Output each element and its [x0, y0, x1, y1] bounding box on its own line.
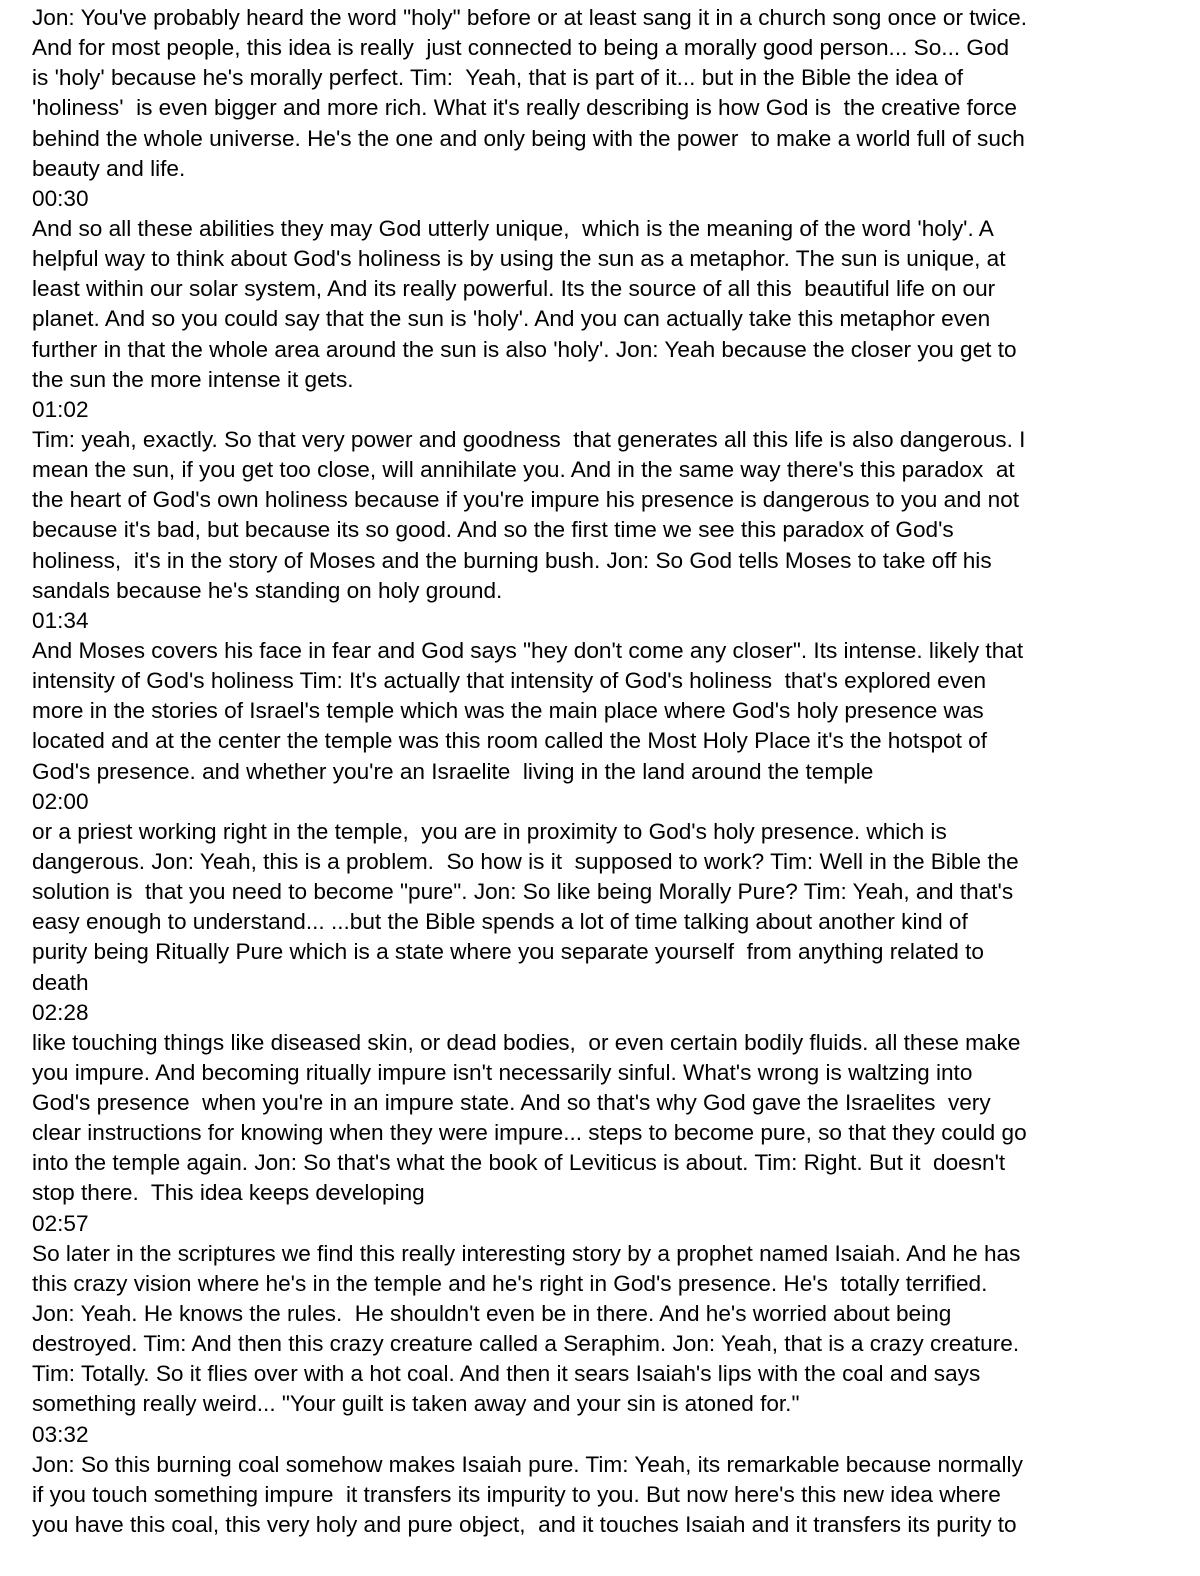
transcript-line: And so all these abilities they may God utterly unique, which is the meaning of the word 'holy'. A: [32, 215, 994, 241]
transcript-section: [32, 606, 1192, 787]
timestamp: 02:00: [32, 788, 89, 814]
transcript-line: God's presence when you're in an impure state. And so that's why God gave the Israelites very: [32, 1090, 991, 1116]
transcript-line: helpful way to think about God's holiness is by using the sun as a metaphor. The sun is unique, at: [32, 246, 1006, 272]
transcript-line: located and at the center the temple was this room called the Most Holy Place it's the hotspot of: [32, 728, 988, 754]
transcript-section: [32, 1209, 1192, 1420]
transcript-line: mean the sun, if you get too close, will annihilate you. And in the same way there's this paradox at: [32, 457, 1015, 483]
transcript-line: Jon: So this burning coal somehow makes Isaiah pure. Tim: Yeah, its remarkable because normally: [32, 1451, 1023, 1477]
transcript-section: [32, 998, 1192, 1209]
transcript-line: least within our solar system, And its really powerful. Its the source of all this beautiful life on our: [32, 276, 996, 302]
transcript-line: planet. And so you could say that the sun is 'holy'. And you can actually take this metaphor even: [32, 306, 991, 332]
transcript-section: [32, 3, 1192, 184]
transcript-line: purity being Ritually Pure which is a state where you separate yourself from anything related to: [32, 939, 984, 965]
timestamp: 03:32: [32, 1421, 89, 1447]
transcript-line: the heart of God's own holiness because if you're impure his presence is dangerous to you and not: [32, 487, 1020, 513]
transcript-line: destroyed. Tim: And then this crazy creature called a Seraphim. Jon: Yeah, that is a crazy creature.: [32, 1331, 1020, 1357]
timestamp: 02:57: [32, 1210, 89, 1236]
transcript-document: [32, 3, 1192, 1540]
transcript-line: Jon: You've probably heard the word "holy" before or at least sang it in a church song once or twice.: [32, 5, 1027, 30]
transcript-line: more in the stories of Israel's temple which was the main place where God's holy presence was: [32, 698, 984, 724]
transcript-line: stop there. This idea keeps developing: [32, 1180, 425, 1206]
timestamp: 00:30: [32, 185, 89, 211]
transcript-section: [32, 787, 1192, 998]
transcript-section: [32, 184, 1192, 395]
transcript-line: further in that the whole area around the sun is also 'holy'. Jon: Yeah because the closer you get to: [32, 336, 1017, 362]
transcript-line: if you touch something impure it transfers its impurity to you. But now here's this new idea where: [32, 1481, 1001, 1507]
transcript-line: like touching things like diseased skin, or dead bodies, or even certain bodily fluids. all these make: [32, 1029, 1021, 1055]
timestamp: 02:28: [32, 999, 89, 1025]
transcript-line: because it's bad, but because its so good. And so the first time we see this paradox of God's: [32, 517, 954, 543]
transcript-line: the sun the more intense it gets.: [32, 366, 354, 392]
transcript-line: into the temple again. Jon: So that's what the book of Leviticus is about. Tim: Right. But it doesn't: [32, 1150, 1006, 1176]
transcript-line: you have this coal, this very holy and pure object, and it touches Isaiah and it transfers its purity to: [32, 1512, 1017, 1538]
transcript-line: death: [32, 969, 89, 995]
transcript-line: easy enough to understand... ...but the Bible spends a lot of time talking about another kind of: [32, 909, 968, 935]
transcript-line: dangerous. Jon: Yeah, this is a problem. So how is it supposed to work? Tim: Well in the Bible the: [32, 848, 1019, 874]
transcript-line: is 'holy' because he's morally perfect. Tim: Yeah, that is part of it... but in the Bible the idea of: [32, 65, 964, 91]
transcript-line: So later in the scriptures we find this really interesting story by a prophet named Isaiah. And he has: [32, 1240, 1021, 1266]
transcript-line: this crazy vision where he's in the temple and he's right in God's presence. He's totally terrified.: [32, 1270, 988, 1296]
transcript-line: behind the whole universe. He's the one and only being with the power to make a world full of such: [32, 125, 1025, 151]
transcript-line: 'holiness' is even bigger and more rich. What it's really describing is how God is the creative force: [32, 95, 1017, 121]
transcript-line: God's presence. and whether you're an Israelite living in the land around the temple: [32, 758, 874, 784]
transcript-line: And for most people, this idea is really just connected to being a morally good person... So... God: [32, 35, 1010, 61]
transcript-line: Tim: Totally. So it flies over with a hot coal. And then it sears Isaiah's lips with the coal and says: [32, 1361, 981, 1387]
transcript-line: you impure. And becoming ritually impure isn't necessarily sinful. What's wrong is waltzing into: [32, 1059, 973, 1085]
transcript-section: [32, 1420, 1192, 1541]
transcript-line: clear instructions for knowing when they were impure... steps to become pure, so that they could go: [32, 1120, 1027, 1146]
transcript-section: [32, 395, 1192, 606]
transcript-line: intensity of God's holiness Tim: It's actually that intensity of God's holiness that's explored even: [32, 668, 987, 694]
transcript-line: beauty and life.: [32, 155, 186, 181]
transcript-line: something really weird... "Your guilt is taken away and your sin is atoned for.": [32, 1391, 800, 1417]
transcript-line: sandals because he's standing on holy ground.: [32, 577, 503, 603]
transcript-line: Tim: yeah, exactly. So that very power and goodness that generates all this life is also dangerous. I: [32, 426, 1026, 452]
transcript-line: solution is that you need to become "pure". Jon: So like being Morally Pure? Tim: Yeah, and that's: [32, 879, 1014, 905]
transcript-line: Jon: Yeah. He knows the rules. He shouldn't even be in there. And he's worried about being: [32, 1301, 952, 1327]
timestamp: 01:02: [32, 396, 89, 422]
transcript-line: And Moses covers his face in fear and God says "hey don't come any closer". Its intense. likely that: [32, 637, 1024, 663]
transcript-line: or a priest working right in the temple, you are in proximity to God's holy presence. which is: [32, 818, 947, 844]
timestamp: 01:34: [32, 607, 89, 633]
transcript-line: holiness, it's in the story of Moses and the burning bush. Jon: So God tells Moses to take off his: [32, 547, 992, 573]
